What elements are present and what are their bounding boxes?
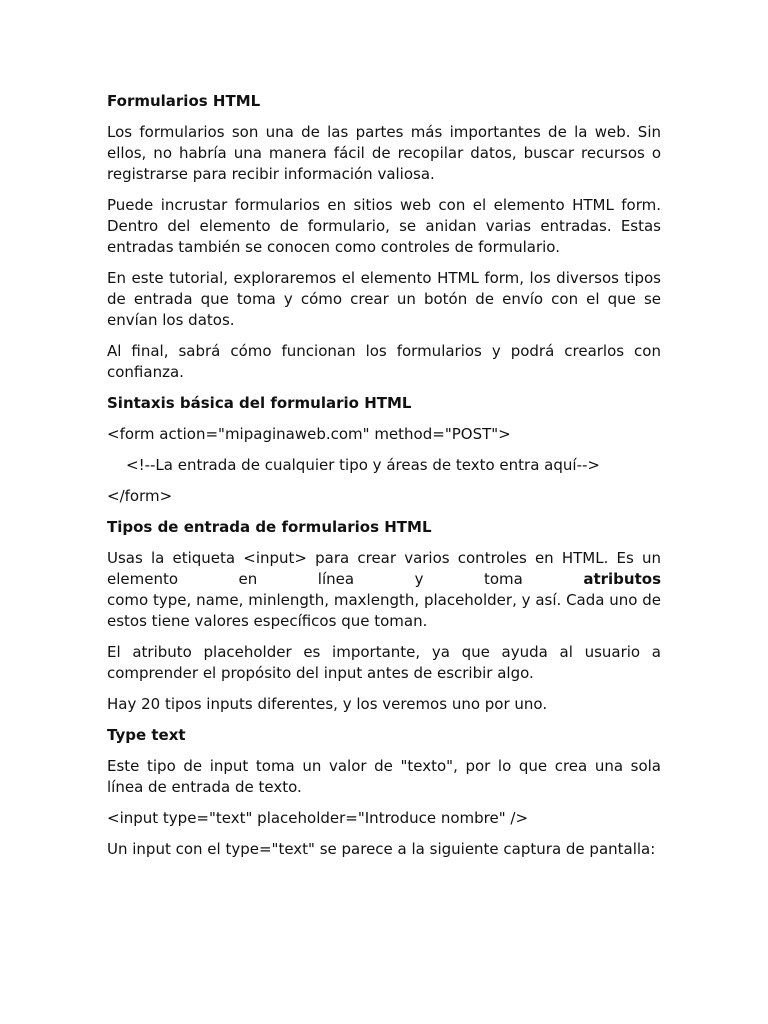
types-heading: Tipos de entrada de formularios HTML bbox=[107, 518, 432, 536]
types-paragraph-1 bbox=[107, 548, 661, 632]
intro-paragraph-4: Al final, sabrá cómo funcionan los formularios y podrá crearlos con confianza. bbox=[107, 342, 661, 381]
types-paragraph-1-line-2 bbox=[107, 569, 661, 590]
text-type-code: <input type="text" placeholder="Introduce nombre" /> bbox=[107, 809, 529, 827]
types-paragraph-2: El atributo placeholder es importante, ya que ayuda al usuario a comprender el propósito del input antes de escribir algo. bbox=[107, 643, 661, 682]
document-body bbox=[107, 91, 661, 860]
syntax-heading: Sintaxis básica del formulario HTML bbox=[107, 394, 412, 412]
types-paragraph-1-line-1: Usas la etiqueta <input> para crear varios controles en HTML. Es un bbox=[107, 549, 661, 567]
code-form-open: <form action="mipaginaweb.com" method="POST"> bbox=[107, 425, 511, 443]
code-form-close: </form> bbox=[107, 487, 173, 505]
intro-paragraph-1: Los formularios son una de las partes más importantes de la web. Sin ellos, no habría una manera fácil de recopilar datos, buscar recursos o registrarse para recibir información valiosa. bbox=[107, 123, 661, 183]
code-comment: <!--La entrada de cualquier tipo y áreas de texto entra aquí--> bbox=[126, 456, 600, 474]
intro-paragraph-3: En este tutorial, exploraremos el elemento HTML form, los diversos tipos de entrada que toma y cómo crear un botón de envío con el que se envían los datos. bbox=[107, 269, 661, 329]
types-paragraph-1-line-3: como type, name, minlength, maxlength, placeholder, y así. Cada uno de estos tiene valores específicos que toman. bbox=[107, 591, 661, 630]
types-paragraph-3: Hay 20 tipos inputs diferentes, y los veremos uno por uno. bbox=[107, 695, 548, 713]
types-paragraph-1-line-2-text: elemento en línea y toma bbox=[107, 570, 523, 588]
text-type-paragraph-1: Este tipo de input toma un valor de "texto", por lo que crea una sola línea de entrada de texto. bbox=[107, 757, 661, 796]
document-title: Formularios HTML bbox=[107, 92, 261, 110]
text-type-heading: Type text bbox=[107, 726, 186, 744]
types-paragraph-1-bold-word: atributos bbox=[583, 570, 661, 588]
intro-paragraph-2: Puede incrustar formularios en sitios web con el elemento HTML form. Dentro del elemento de formulario, se anidan varias entradas. Estas entradas también se conocen como controles de formulario. bbox=[107, 196, 661, 256]
text-type-paragraph-2: Un input con el type="text" se parece a la siguiente captura de pantalla: bbox=[107, 840, 656, 858]
